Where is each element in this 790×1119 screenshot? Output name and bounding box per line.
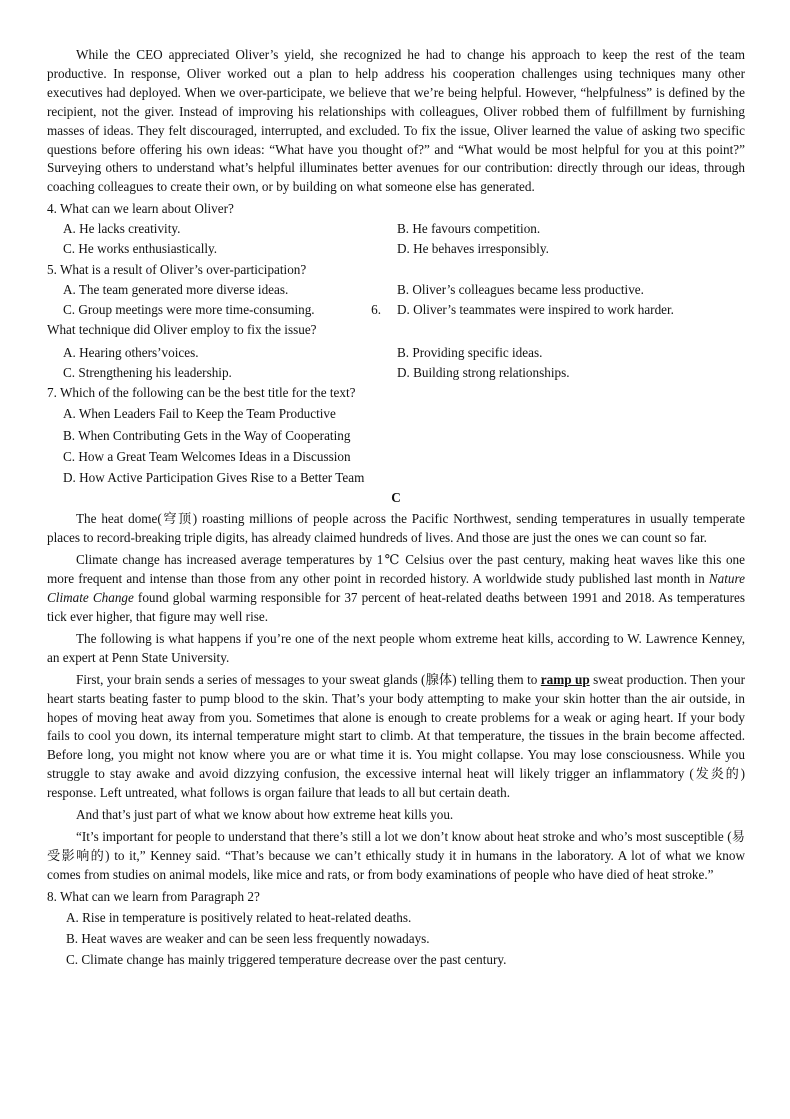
question-4-options-row-2 [47, 239, 745, 259]
option-5d[interactable]: D. Oliver’s teammates were inspired to work harder. [397, 302, 674, 318]
option-6d[interactable]: D. Building strong relationships. [397, 365, 570, 381]
paragraph-2-text-a: Climate change has increased average temperatures by 1℃ Celsius over the past century, making heat waves like this one more frequent and intense than those from any other point in recorded history. A worldwide study published last month in [47, 552, 745, 587]
option-7c[interactable]: C. How a Great Team Welcomes Ideas in a Discussion [63, 448, 351, 464]
option-5a[interactable]: A. The team generated more diverse ideas. [63, 282, 289, 298]
question-5-stem: 5. What is a result of Oliver’s over-participation? [47, 262, 307, 278]
option-5c-cell [47, 300, 397, 320]
exam-page [47, 46, 745, 971]
section-c-paragraph-2 [47, 551, 745, 627]
option-5c[interactable]: C. Group meetings were more time-consuming. [63, 302, 315, 318]
option-6b[interactable]: B. Providing specific ideas. [397, 345, 543, 361]
option-4c[interactable]: C. He works enthusiastically. [63, 241, 218, 257]
question-4-stem: 4. What can we learn about Oliver? [47, 201, 234, 217]
section-c-paragraph-4 [47, 671, 745, 803]
section-c-paragraph-5: And that’s just part of what we know about how extreme heat kills you. [76, 807, 454, 823]
journal-title: Nature Climate Change [47, 571, 745, 606]
option-7a[interactable]: A. When Leaders Fail to Keep the Team Productive [63, 406, 336, 422]
question-6-stem: What technique did Oliver employ to fix the issue? [47, 322, 317, 338]
paragraph-4-text-b: sweat production. Then your heart starts beating faster to pump blood to the skin. That’s your body attempting to make your skin hotter than the air outside, in hopes of moving heat away from you. Sometimes that alone is enough to create problems for a weak or aging heart. If your body fails to cool you down, its internal temperature might start to climb. At that temperature, the tissues in the brain become affected. Before long, you might not know where you are or what time it is. You might collapse. You may lose consciousness. While you struggle to stay awake and avoid dizzying confusion, the excessive internal heat will likely trigger an inflammatory (发炎的) response. Left untreated, what follows is organ failure that leads to all but certain death. [47, 671, 745, 801]
paragraph-2-text-b: found global warming responsible for 37 percent of heat-related deaths between 1991 and 2018. As temperatures tick ever higher, that figure may well rise. [47, 590, 745, 624]
option-7b[interactable]: B. When Contributing Gets in the Way of Cooperating [63, 427, 351, 443]
option-6c[interactable]: C. Strengthening his leadership. [63, 365, 232, 381]
section-c-paragraph-1: The heat dome(穹顶) roasting millions of people across the Pacific Northwest, sending temperatures in usually temperate places to record-breaking triple digits, has already claimed hundreds of lives. And those are just the ones we can count so far. [47, 511, 745, 546]
section-c-paragraph-6: “It’s important for people to understand that there’s still a lot we don’t know about heat stroke and who’s most susceptible (易受影响的) to it,” Kenney said. “That’s because we can’t ethically study it in humans in the laboratory. A lot of what we know comes from studies on animal models, like mice and rats, or from body examinations of people who have died of heat stroke.” [47, 828, 745, 882]
section-c-paragraph-3: The following is what happens if you’re one of the next people whom extreme heat kills, according to W. Lawrence Kenney, an expert at Penn State University. [47, 630, 745, 665]
question-7-stem: 7. Which of the following can be the best title for the text? [47, 385, 356, 401]
option-8a[interactable]: A. Rise in temperature is positively related to heat-related deaths. [66, 909, 412, 925]
question-6-number: 6. [371, 302, 381, 318]
option-8c[interactable]: C. Climate change has mainly triggered temperature decrease over the past century. [66, 952, 507, 968]
passage-b-paragraph: While the CEO appreciated Oliver’s yield, she recognized he had to change his approach to keep the rest of the team productive. In response, Oliver worked out a plan to help address his cooperation challenges using techniques many other executives had deployed. When we over-participate, we believe that we’re being helpful. However, “helpfulness” is defined by the recipient, not the giver. Instead of improving his relationships with colleagues, Oliver robbed them of fulfillment by furnishing masses of ideas. They felt discouraged, interrupted, and excluded. To fix the issue, Oliver learned the value of asking two specific questions before offering his own ideas: “What have you thought of?” and “What would be most helpful for you at this point?” Surveying others to understand what’s helpful illuminates better avenues for our contribution: directly through our ideas, through coaching colleagues to create their own, or by building on what someone else has generated. [47, 47, 745, 195]
option-4b[interactable]: B. He favours competition. [397, 221, 541, 237]
question-8-stem: 8. What can we learn from Paragraph 2? [47, 888, 260, 904]
underlined-phrase: ramp up [540, 671, 590, 687]
option-8b[interactable]: B. Heat waves are weaker and can be seen less frequently nowadays. [66, 930, 430, 946]
option-5b[interactable]: B. Oliver’s colleagues became less productive. [397, 282, 644, 298]
section-c-heading: C [391, 490, 401, 506]
option-4d[interactable]: D. He behaves irresponsibly. [397, 241, 549, 257]
question-5-options-row-1 [47, 280, 745, 300]
option-7d[interactable]: D. How Active Participation Gives Rise to a Better Team [63, 470, 365, 486]
question-5-options-row-2 [47, 300, 745, 320]
question-6-options-row-2 [47, 363, 745, 383]
question-4-options-row-1 [47, 219, 745, 239]
paragraph-4-text-a: First, your brain sends a series of messages to your sweat glands (腺体) telling them to [76, 671, 541, 687]
option-6a[interactable]: A. Hearing others’voices. [63, 345, 199, 361]
question-6-options-row-1 [47, 343, 745, 363]
option-4a[interactable]: A. He lacks creativity. [63, 221, 181, 237]
